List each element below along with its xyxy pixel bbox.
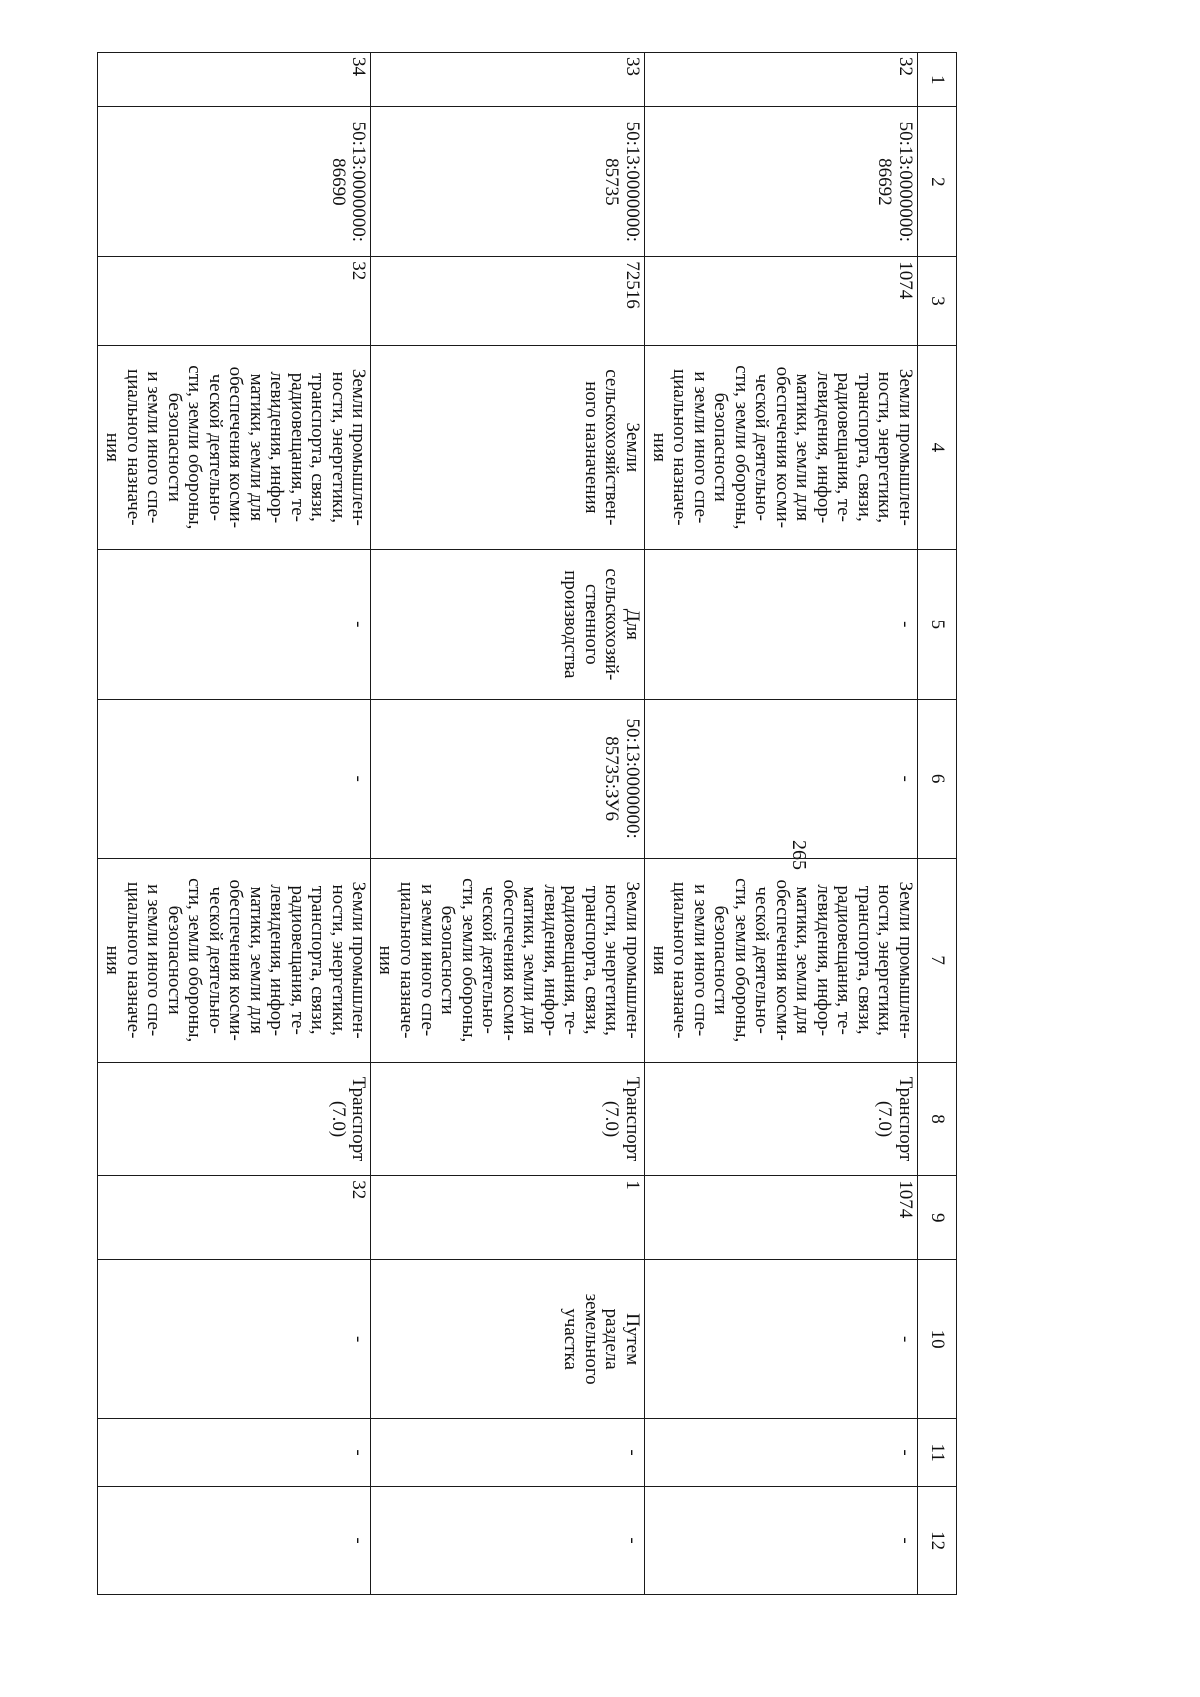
cell-formation-method: - <box>98 1260 371 1419</box>
cell-new-land-category: Земли промышлен- ности, энергетики, транспорта, связи, радиовещания, те- левидения, инфор- матики, земли для обеспечения косми- ческой деятельно- сти, земли обороны, безопасности и земли иного спе- циального назначе- ния <box>98 858 371 1062</box>
cell-col12: - <box>371 1487 644 1595</box>
cell-new-permitted-use: Транспорт (7.0) <box>644 1062 917 1175</box>
table-row <box>371 53 644 1595</box>
column-header: 8 <box>918 1062 957 1175</box>
column-header: 2 <box>918 107 957 257</box>
page-number: 265 <box>788 840 810 870</box>
cell-new-cadastral-number: - <box>644 699 917 858</box>
cell-row-number: 32 <box>644 53 917 107</box>
cell-new-permitted-use: Транспорт (7.0) <box>371 1062 644 1175</box>
column-header: 10 <box>918 1260 957 1419</box>
column-header: 3 <box>918 257 957 346</box>
rotated-table-container <box>97 52 957 1595</box>
cell-col11: - <box>644 1419 917 1487</box>
cell-permitted-use: Для сельскохозяй- ственного производства <box>371 549 644 699</box>
column-header: 11 <box>918 1419 957 1487</box>
cell-land-category: Земли промышлен- ности, энергетики, транспорта, связи, радиовещания, те- левидения, инфор- матики, земли для обеспечения косми- ческой деятельно- сти, земли обороны, безопасности и земли иного спе- циального назначе- ния <box>644 345 917 549</box>
cell-cadastral-number: 50:13:0000000: 86690 <box>98 107 371 257</box>
cell-permitted-use: - <box>644 549 917 699</box>
cell-area: 72516 <box>371 257 644 346</box>
cell-area: 32 <box>98 257 371 346</box>
cell-land-category: Земли сельскохозяйствен- ного назначения <box>371 345 644 549</box>
cell-new-permitted-use: Транспорт (7.0) <box>98 1062 371 1175</box>
cell-cadastral-number: 50:13:0000000: 86692 <box>644 107 917 257</box>
table-row <box>98 53 371 1595</box>
cell-row-number: 34 <box>98 53 371 107</box>
cell-new-area: 1 <box>371 1176 644 1260</box>
table-row <box>644 53 917 1595</box>
column-header: 12 <box>918 1487 957 1595</box>
column-header: 6 <box>918 699 957 858</box>
cell-new-cadastral-number: 50:13:0000000: 85735:ЗУ6 <box>371 699 644 858</box>
cell-permitted-use: - <box>98 549 371 699</box>
cell-new-area: 32 <box>98 1176 371 1260</box>
cell-row-number: 33 <box>371 53 644 107</box>
cell-new-land-category: Земли промышлен- ности, энергетики, транспорта, связи, радиовещания, те- левидения, инфор- матики, земли для обеспечения косми- ческой деятельно- сти, земли обороны, безопасности и земли иного спе- циального назначе- ния <box>371 858 644 1062</box>
cell-land-category: Земли промышлен- ности, энергетики, транспорта, связи, радиовещания, те- левидения, инфор- матики, земли для обеспечения косми- ческой деятельно- сти, земли обороны, безопасности и земли иного спе- циального назначе- ния <box>98 345 371 549</box>
cell-formation-method: - <box>644 1260 917 1419</box>
cell-new-land-category: Земли промышлен- ности, энергетики, транспорта, связи, радиовещания, те- левидения, инфор- матики, земли для обеспечения косми- ческой деятельно- сти, земли обороны, безопасности и земли иного спе- циального назначе- ния <box>644 858 917 1062</box>
cell-col11: - <box>98 1419 371 1487</box>
cell-col12: - <box>644 1487 917 1595</box>
column-header: 1 <box>918 53 957 107</box>
column-header: 9 <box>918 1176 957 1260</box>
cell-col11: - <box>371 1419 644 1487</box>
cell-new-cadastral-number: - <box>98 699 371 858</box>
cell-col12: - <box>98 1487 371 1595</box>
cell-cadastral-number: 50:13:0000000: 85735 <box>371 107 644 257</box>
table-header-row <box>918 53 957 1595</box>
cell-formation-method: Путем раздела земельного участка <box>371 1260 644 1419</box>
column-header: 4 <box>918 345 957 549</box>
cell-area: 1074 <box>644 257 917 346</box>
cell-new-area: 1074 <box>644 1176 917 1260</box>
column-header: 7 <box>918 858 957 1062</box>
column-header: 5 <box>918 549 957 699</box>
land-plots-table <box>97 52 957 1595</box>
